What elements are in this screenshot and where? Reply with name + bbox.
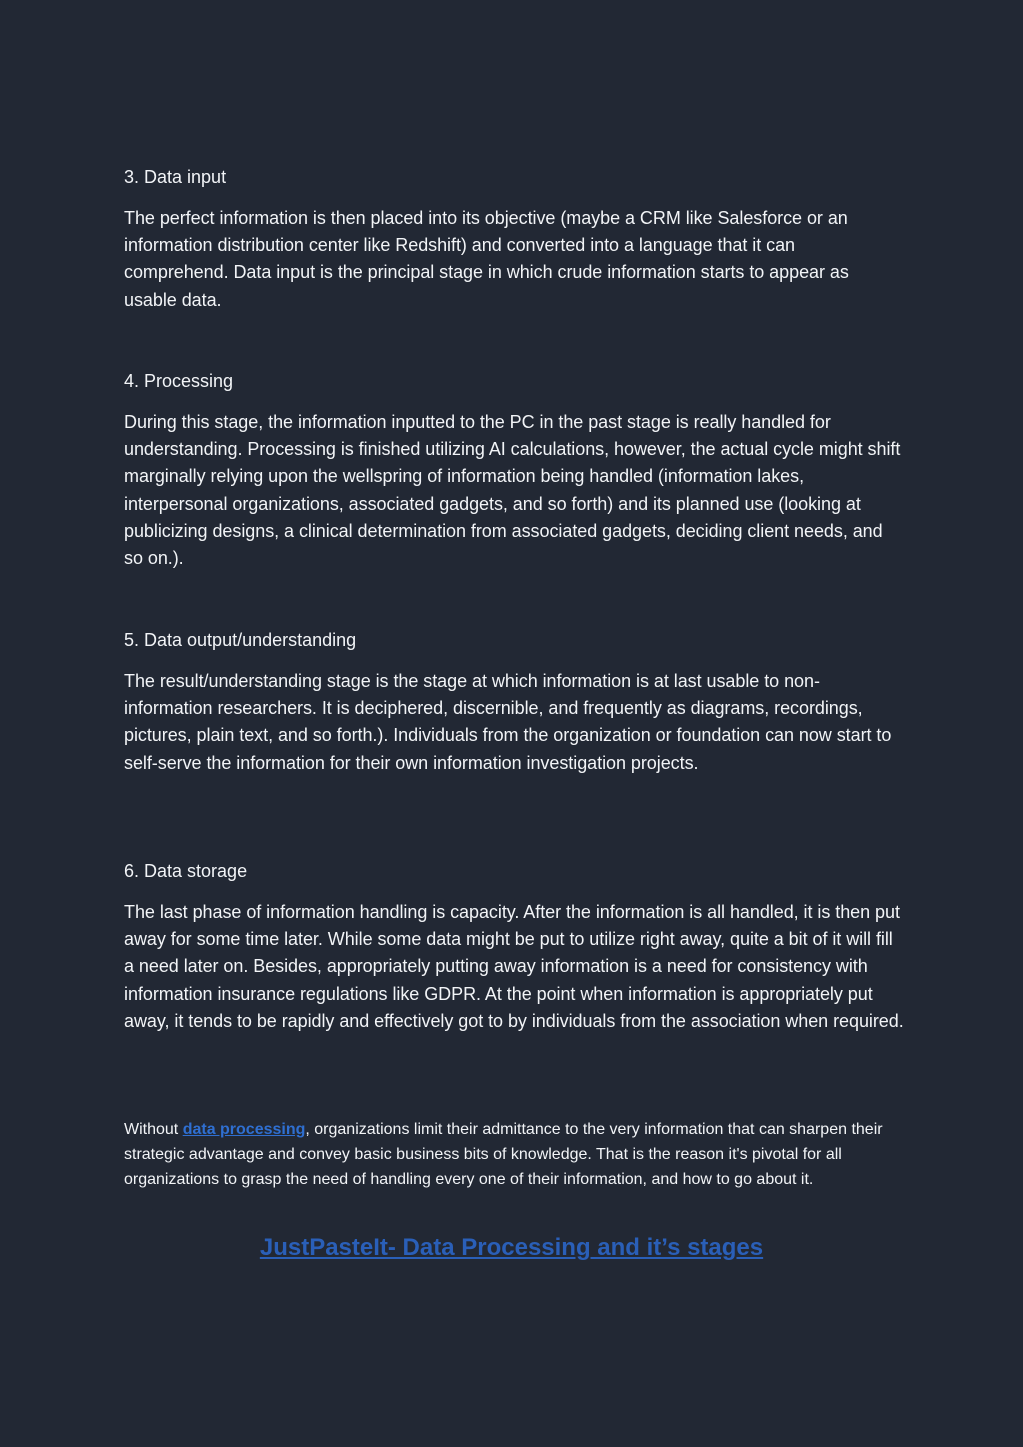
section-body-data-input: The perfect information is then placed into its objective (maybe a CRM like Salesforce or an information distribution center like Redshift) and converted into a language that it can comprehend. Data input is the principal stage in which crude information starts to appear as usable data. [124,208,849,310]
section-body-data-output: The result/understanding stage is the stage at which information is at last usable to non-information researchers. It is deciphered, discernible, and frequently as diagrams, recordings, pictures, plain text, and so forth.). Individuals from the organization or foundation can now start to self-serve the information for their own information investigation projects. [124,671,892,773]
section-body-processing: During this stage, the information inputted to the PC in the past stage is really handled for understanding. Processing is finished utilizing AI calculations, however, the actual cycle might shift marginally relying upon the wellspring of information being handled (information lakes, interpersonal organizations, associated gadgets, and so forth) and its planned use (looking at publicizing designs, a clinical determination from associated gadgets, deciding client needs, and so on.). [124,412,901,569]
section-heading-processing: 4. Processing [124,371,234,391]
data-processing-link[interactable]: data processing [182,1121,306,1138]
section-heading-data-input: 3. Data input [124,167,227,187]
closing-prefix: Without [124,1121,183,1138]
section-heading-data-output: 5. Data output/understanding [124,630,357,650]
justpasteit-footer-link[interactable]: JustPasteIt- Data Processing and it’s stages [259,1234,764,1261]
section-heading-data-storage: 6. Data storage [124,861,248,881]
closing-suffix: , organizations limit their admittance to the very information that can sharpen their strategic advantage and convey basic business bits of knowledge. That is the reason it's pivotal for all organizations to grasp the need of handling every one of their information, and how to go about it. [124,1121,883,1188]
section-body-data-storage: The last phase of information handling is capacity. After the information is all handled, it is then put away for some time later. While some data might be put to utilize right away, quite a bit of it will fill a need later on. Besides, appropriately putting away information is a need for consistency with information insurance regulations like GDPR. At the point when information is appropriately put away, it tends to be rapidly and effectively got to by individuals from the association when required. [124,902,904,1031]
closing-paragraph [124,1117,884,1192]
